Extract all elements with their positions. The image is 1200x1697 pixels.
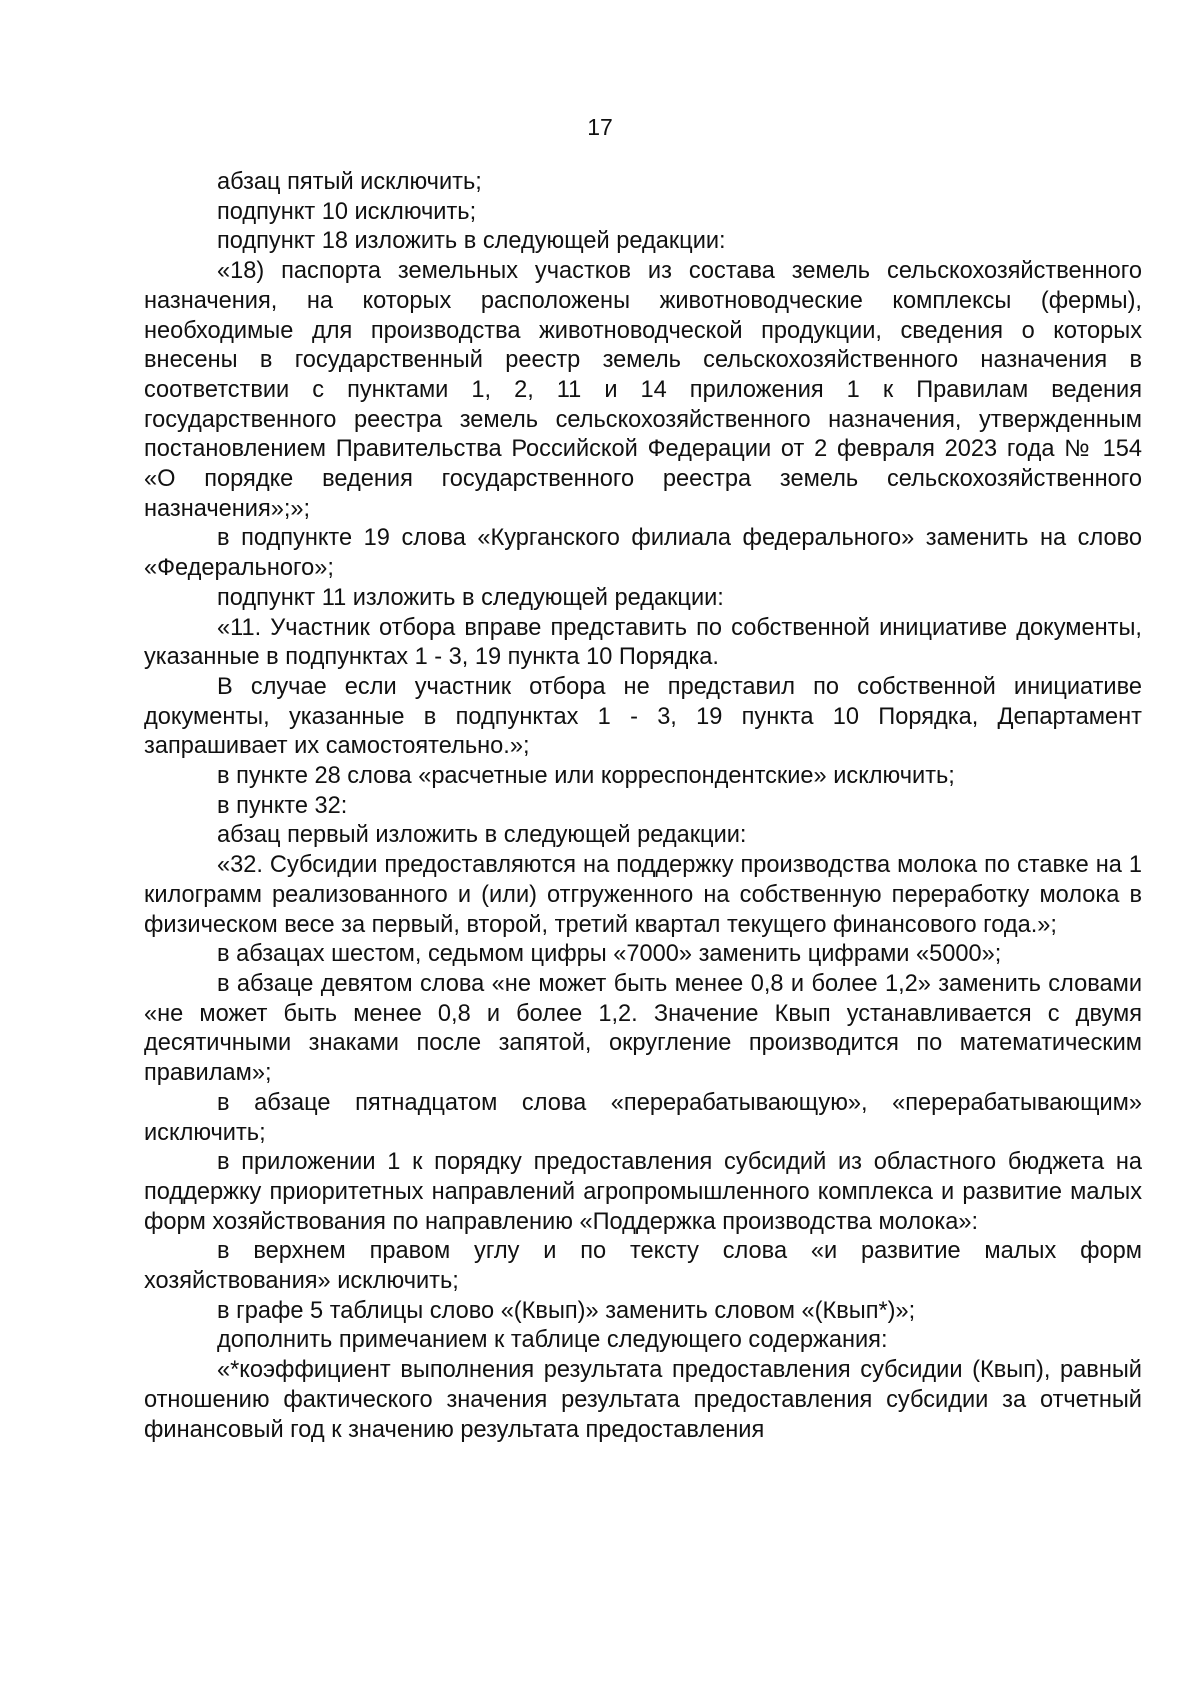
paragraph: «18) паспорта земельных участков из состава земель сельскохозяйственного назначения, на которых расположены животноводческие комплексы (фермы), необходимые для производства животноводческой продукции, сведения о которых внесены в государственный реестр земель сельскохозяйственного назначения в соответствии с пунктами 1, 2, 11 и 14 приложения 1 к Правилам ведения государственного реестра земель сельскохозяйственного назначения, утвержденным постановлением Правительства Российской Федерации от 2 февраля 2023 года № 154 «О порядке ведения государственного реестра земель сельскохозяйственного назначения»;»; bbox=[144, 258, 1142, 522]
paragraph: абзац пятый исключить; bbox=[217, 169, 482, 195]
paragraph: в абзаце пятнадцатом слова «перерабатывающую», «перерабатывающим» исключить; bbox=[144, 1089, 1142, 1146]
paragraph: подпункт 11 изложить в следующей редакции: bbox=[217, 584, 724, 611]
paragraph: в приложении 1 к порядку предоставления субсидий из областного бюджета на поддержку приоритетных направлений агропромышленного комплекса и развитие малых форм хозяйствования по направлению «Поддержка производства молока»: bbox=[144, 1149, 1142, 1235]
paragraph: «11. Участник отбора вправе представить по собственной инициативе документы, указанные в подпунктах 1 - 3, 19 пункта 10 Порядка. bbox=[144, 614, 1142, 671]
paragraph: в верхнем правом углу и по тексту слова «и развитие малых форм хозяйствования» исключить; bbox=[144, 1238, 1142, 1295]
paragraph: подпункт 10 исключить; bbox=[217, 198, 477, 225]
paragraph: «32. Субсидии предоставляются на поддержку производства молока по ставке на 1 килограмм реализованного и (или) отгруженного на собственную переработку молока в физическом весе за первый, второй, третий квартал текущего финансового года.»; bbox=[144, 852, 1142, 938]
paragraph: в пункте 28 слова «расчетные или корреспондентские» исключить; bbox=[217, 763, 955, 790]
paragraph: дополнить примечанием к таблице следующего содержания: bbox=[217, 1327, 888, 1354]
paragraph: в абзацах шестом, седьмом цифры «7000» заменить цифрами «5000»; bbox=[217, 941, 1002, 968]
paragraph: абзац первый изложить в следующей редакции: bbox=[217, 822, 747, 849]
page-number: 17 bbox=[587, 114, 613, 140]
paragraph: В случае если участник отбора не представил по собственной инициативе документы, указанные в подпунктах 1 - 3, 19 пункта 10 Порядка, Департамент запрашивает их самостоятельно.»; bbox=[144, 673, 1142, 760]
paragraph: «*коэффициент выполнения результата предоставления субсидии (Квып), равный отношению фактического значения результата предоставления субсидии за отчетный финансовый год к значению результата предоставления bbox=[144, 1357, 1142, 1443]
paragraph: в графе 5 таблицы слово «(Квып)» заменить словом «(Квып*)»; bbox=[217, 1297, 916, 1324]
paragraph: в абзаце девятом слова «не может быть менее 0,8 и более 1,2» заменить словами «не может быть менее 0,8 и более 1,2. Значение Квып устанавливается с двумя десятичными знаками после запятой, округление производится по математическим правилам»; bbox=[144, 970, 1142, 1087]
paragraph: в подпункте 19 слова «Курганского филиала федерального» заменить на слово «Федерального»; bbox=[144, 525, 1142, 582]
paragraph: в пункте 32: bbox=[217, 792, 348, 819]
document-body bbox=[144, 168, 1142, 1445]
paragraph: подпункт 18 изложить в следующей редакции: bbox=[217, 228, 726, 255]
